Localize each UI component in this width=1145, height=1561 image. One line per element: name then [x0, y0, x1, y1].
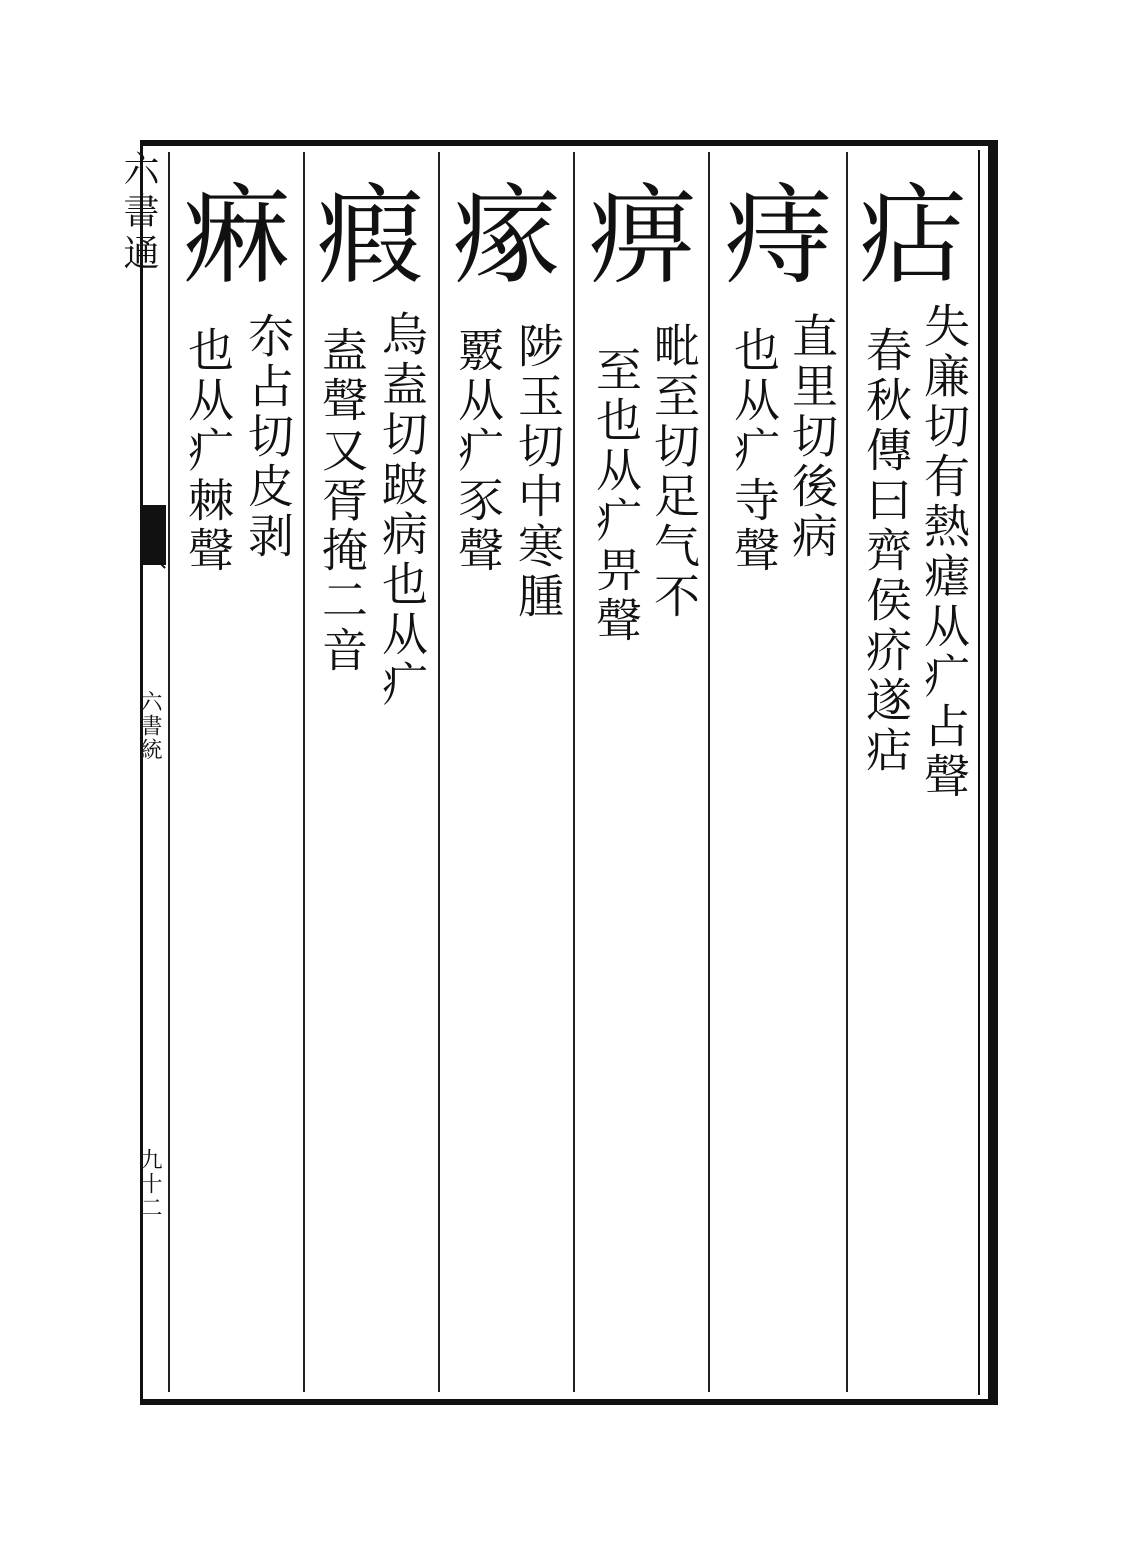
column-rule [168, 152, 170, 1392]
dictionary-entry [570, 162, 706, 1382]
definition-line: 夵占切皮剥 [241, 312, 295, 562]
definition-line: 盍聲又胥掩二音 [315, 326, 369, 676]
definition-line: 毗至切足气不 [647, 322, 701, 622]
definition-line: 春秋傳曰齊侯疥遂痁 [859, 326, 913, 776]
dictionary-entry [164, 162, 302, 1382]
column-rule [573, 152, 575, 1392]
column-rule [438, 152, 440, 1392]
definition-line: 也从疒棘聲 [181, 326, 235, 576]
frame-right-inner-border [978, 150, 980, 1395]
dictionary-entry [434, 162, 572, 1382]
frame-right-border [988, 140, 998, 1405]
definition-line: 也从疒寺聲 [727, 326, 781, 576]
margin-section-label: 六書統 [137, 690, 162, 762]
definition-line: 陟玉切中寒腫 [511, 322, 565, 622]
column-rule [303, 152, 305, 1392]
dictionary-entry [298, 162, 436, 1382]
seal-script-character: 痹 [570, 178, 695, 286]
definition-line: 覈从疒豕聲 [451, 326, 505, 576]
seal-script-character: 痁 [840, 178, 965, 286]
dictionary-entry [840, 162, 978, 1382]
definition-line: 烏盍切跛病也从疒 [375, 310, 429, 710]
seal-script-character: 瘃 [434, 178, 559, 286]
dictionary-entry [706, 162, 844, 1382]
seal-script-character: 痳 [164, 178, 289, 286]
margin-page-number: 九十二 [137, 1148, 162, 1220]
column-rule [708, 152, 710, 1392]
column-rule [846, 152, 848, 1392]
seal-script-character: 痔 [706, 178, 831, 286]
definition-line: 失廉切有熱瘧从疒占聲 [917, 302, 971, 802]
seal-script-character: 瘕 [298, 178, 423, 286]
definition-line: 至也从疒畀聲 [589, 346, 643, 646]
definition-line: 直里切後病 [785, 312, 839, 562]
margin-book-title: 六書通 [118, 150, 159, 276]
